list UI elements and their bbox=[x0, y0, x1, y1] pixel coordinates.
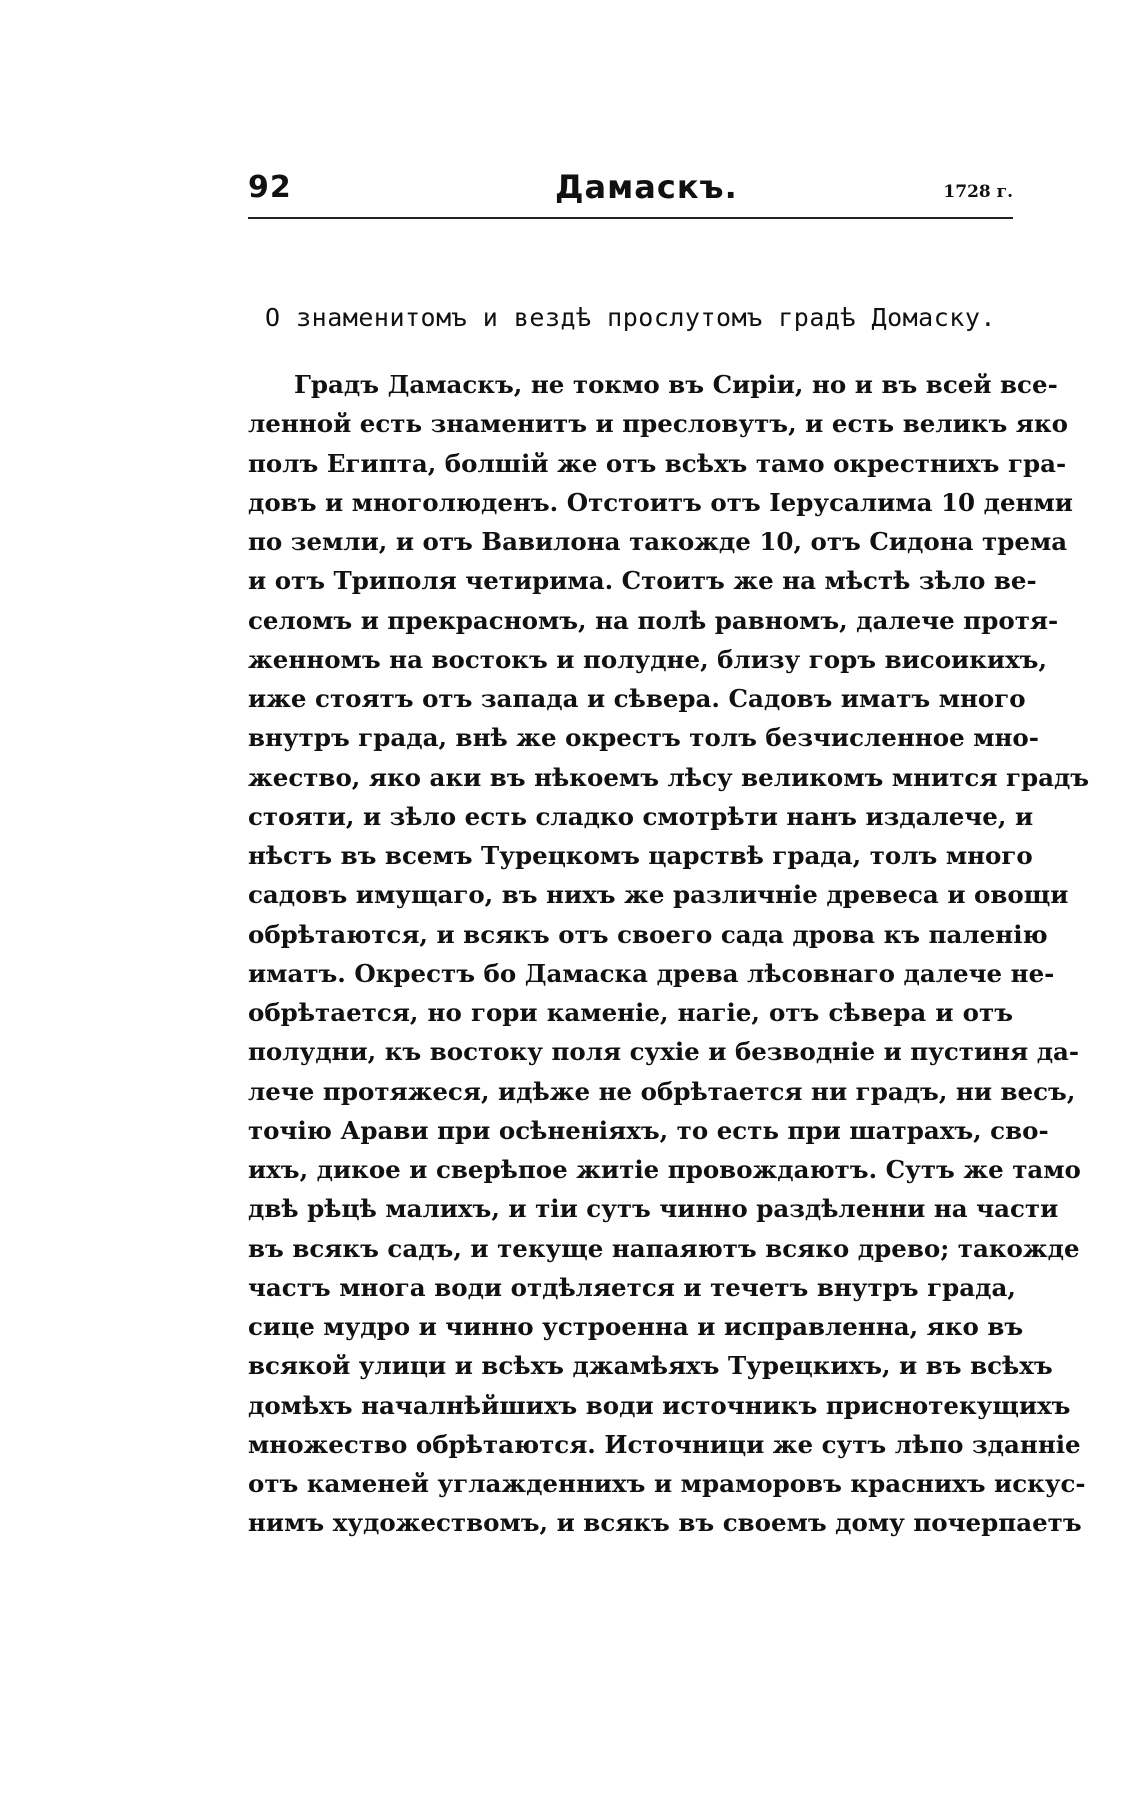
text-line: нѣстъ въ всемъ Турецкомъ царствѣ града, толъ много bbox=[248, 841, 1033, 870]
text-line: селомъ и прекрасномъ, на полѣ равномъ, далече протя- bbox=[248, 605, 1059, 635]
text-line: ленной есть знаменитъ и пресловутъ, и есть великъ яко bbox=[248, 409, 1068, 439]
text-line: обрѣтаются, и всякъ отъ своего сада дрова къ паленію bbox=[248, 919, 1048, 949]
text-line: внутръ града, внѣ же окрестъ толъ безчисленное мно- bbox=[248, 723, 1039, 753]
body-text bbox=[248, 365, 1090, 1543]
text-line: двѣ рѣцѣ малихъ, и тіи сутъ чинно раздѣленни на части bbox=[248, 1194, 1059, 1224]
year-marker: 1728 г. bbox=[943, 182, 1013, 202]
text-line: иже стоятъ отъ запада и сѣвера. Садовъ иматъ много bbox=[248, 684, 1026, 713]
text-line: по земли, и отъ Вавилона такожде 10, отъ Сидона трема bbox=[248, 527, 1068, 556]
running-title: Дамаскъ. bbox=[555, 168, 738, 206]
text-line: сице мудро и чинно устроенна и исправленна, яко въ bbox=[248, 1312, 1024, 1341]
page-number: 92 bbox=[248, 170, 292, 205]
text-line: точію Арави при осѣненіяхъ, то есть при шатрахъ, сво- bbox=[248, 1115, 1049, 1145]
text-line: домѣхъ началнѣйшихъ води источникъ приснотекущихъ bbox=[248, 1390, 1071, 1420]
text-line: жество, яко аки въ нѣкоемъ лѣсу великомъ мнится градъ bbox=[248, 762, 1090, 792]
text-line: обрѣтается, но гори каменіе, нагіе, отъ сѣвера и отъ bbox=[248, 998, 1013, 1027]
text-line: отъ каменей углажденнихъ и мраморовъ краснихъ искус- bbox=[248, 1469, 1086, 1498]
text-line: въ всякъ садъ, и текуще напаяютъ всяко древо; такожде bbox=[248, 1233, 1080, 1263]
text-line: полудни, къ востоку поля сухіе и безводніе и пустиня да- bbox=[248, 1037, 1080, 1067]
text-line: садовъ имущаго, въ нихъ же различніе древеса и овощи bbox=[248, 880, 1069, 910]
section-heading: О знаменитомъ и вездѣ прослутомъ градѣ Домаску. bbox=[265, 303, 996, 332]
text-line: лече протяжеся, идѣже не обрѣтается ни градъ, ни весъ, bbox=[248, 1076, 1076, 1106]
text-line: стояти, и зѣло есть сладко смотрѣти нанъ издалече, и bbox=[248, 801, 1034, 831]
text-line: нимъ художествомъ, и всякъ въ своемъ дому почерпаетъ bbox=[248, 1508, 1082, 1538]
page-header bbox=[248, 168, 1013, 220]
header-rule bbox=[248, 217, 1013, 219]
text-line: частъ многа води отдѣляется и течетъ внутръ града, bbox=[248, 1272, 1016, 1302]
text-line: всякой улици и всѣхъ джамѣяхъ Турецкихъ, и въ всѣхъ bbox=[248, 1351, 1053, 1381]
text-line: довъ и многолюденъ. Отстоитъ отъ Іерусалима 10 денми bbox=[248, 487, 1073, 517]
text-line: женномъ на востокъ и полудне, близу горъ висоикихъ, bbox=[248, 644, 1048, 674]
text-line: иматъ. Окрестъ бо Дамаска древа лѣсовнаго далече не- bbox=[248, 958, 1055, 988]
text-line: и отъ Триполя четирима. Стоитъ же на мѣстѣ зѣло ве- bbox=[248, 566, 1037, 596]
text-line: множество обрѣтаются. Источници же сутъ лѣпо зданніе bbox=[248, 1429, 1081, 1459]
text-line: ихъ, дикое и сверѣпое житіе провождаютъ. Сутъ же тамо bbox=[248, 1155, 1081, 1184]
text-line: Градъ Дамаскъ, не токмо въ Сиріи, но и въ всей все- bbox=[294, 370, 1058, 399]
text-line: полъ Египта, болшій же отъ всѣхъ тамо окрестнихъ гра- bbox=[248, 448, 1067, 478]
